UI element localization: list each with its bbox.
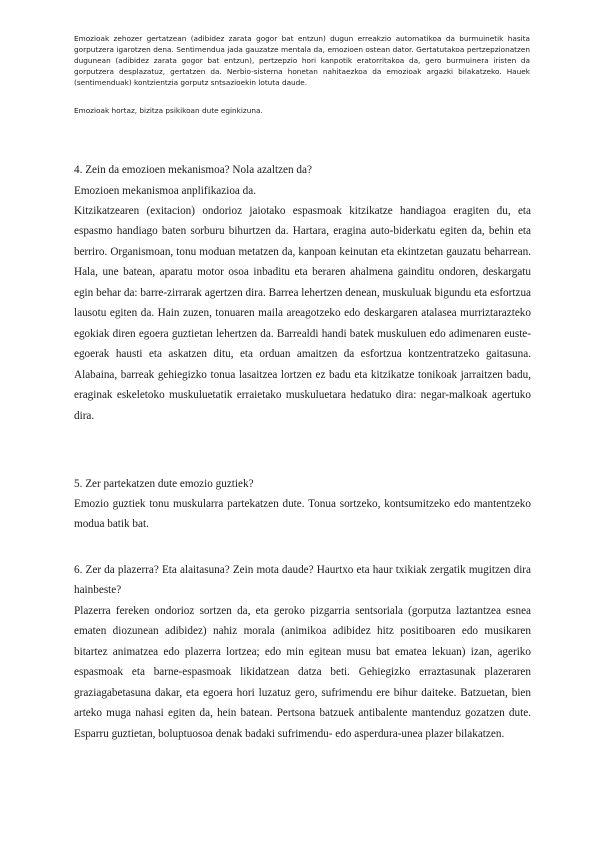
question-6-body: Plazerra fereken ondorioz sortzen da, eta geroko pizgarria sentsoriala (gorputza laztantzea esnea ematen diozunean adibidez) nahiz morala (animikoa adibidez hitz positiboaren edo musikaren bitartez animatzea edo plazerra lortzea; edo min egitean musu bat ematea lekuan) izan, ageriko espasmoak eta barne-espasmoak likidatzean datza beti. Gehiegizko erraztasunak plazeraren graziagabetasuna dakar, eta egoera hori luzatuz gero, sufrimendu ere bihur daiteke. Batzuetan, bien arteko muga nahasi egiten da, hein batean. Pertsona batzuek antibalente mantenduz gozatzen dute. Esparru guztietan, boluptuosoa denak badaki sufrimendu- edo asperdura-unea plazer bilakatzen. (74, 605, 531, 740)
intro-paragraph-2: Emozioak hortaz, bizitza psikikoan dute eginkizuna. (74, 106, 263, 115)
question-6-heading: 6. Zer da plazerra? Eta alaitasuna? Zein mota daude? Haurtxo eta haur txikiak zergatik mugitzen dira hainbeste? (74, 564, 531, 597)
question-4-answer: Emozioen mekanismoa anplifikazioa da. (74, 185, 257, 197)
question-4-body: Kitzikatzearen (exitacion) ondorioz jaiotako espasmoak kitzikatze handiagoa eragiten du, eta espasmo handiago baten sorburu bihurtzen da. Hartara, eragina auto-biderkatu egiten da, behin eta berriro. Organismoan, tonu moduan metatzen da, kanpoan keinutan eta ekintzetan gauzatu beharrean. Hala, une batean, aparatu motor osoa inbaditu eta beraren ahalmena gainditu ondoren, deskargatu egin behar da: barre-zirrarak agertzen dira. Barrea lehertzen denean, muskuluak bigundu eta esfortzua lausotu egiten da. Hain zuzen, tonuaren maila areagotzeko edo deskargaren atalasea murriztarazteko egokiak diren egoera guztietan lehertzen da. Barrealdi handi batek muskuluen edo adimenaren euste-egoerak hausti eta askatzen ditu, eta orduan amaitzen da esfortzua kontzentratzeko gaitasuna. Alabaina, barreak gehiegizko tonua lasaitzea lortzen ez badu eta kitzikatze tonikoak jarraitzen badu, eraginak eskeletoko muskuluetatik erraietako muskuluetara hedatuko dira: negar-malkoak agertuko dira. (74, 205, 531, 422)
intro-paragraph-1: Emozioak zehozer gertatzean (adibidez zarata gogor bat entzun) dugun erreakzio automatikoa da burmuinetik hasita gorputzera igarotzen dena. Sentimendua jada gauzatze mentala da, emozioen ostean dator. Gertatutakoa pertzepzionatzen dugunean (adibidez zarata gogor bat entzun), pertzepzio hori kanpotik eratorritakoa da, gero burmuinera iristen da gorputzera desplazatuz, gertatzen da. Nerbio-sisterna honetan nahitaezkoa da emozioak argazki bilakatzeko. Hauek (sentimenduak) kontzientzia gorputz sntsazioekin lotuta daude. (74, 34, 530, 87)
question-5-heading: 5. Zer partekatzen dute emozio guztiek? (74, 478, 254, 490)
question-5-body: Emozio guztiek tonu muskularra partekatzen dute. Tonua sortzeko, kontsumitzeko edo mantentzeko modua batik bat. (74, 498, 531, 531)
question-4-heading: 4. Zein da emozioen mekanismoa? Nola azaltzen da? (74, 164, 312, 176)
